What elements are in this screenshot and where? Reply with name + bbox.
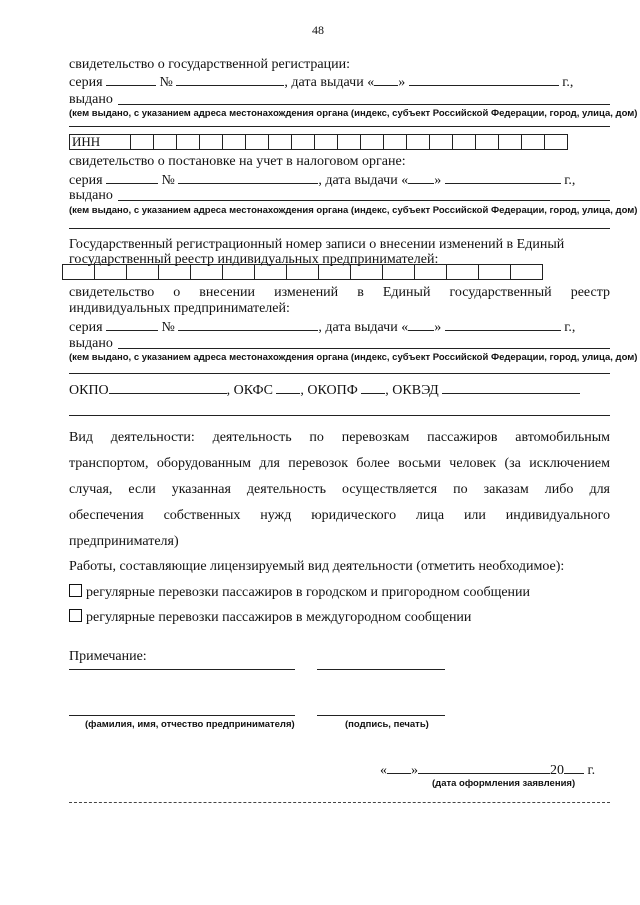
series-label: серия (69, 173, 103, 188)
date-hint: (дата оформления заявления) (432, 778, 576, 789)
inn-label: ИНН (70, 135, 131, 149)
name-field[interactable] (69, 715, 295, 716)
date-month-field[interactable] (418, 761, 550, 774)
name-hint: (фамилия, имя, отчество предпринимателя) (85, 719, 295, 730)
issue-date-label: , дата выдачи « (284, 75, 375, 90)
egrip-cell[interactable] (447, 265, 479, 279)
quote-close: » (434, 173, 442, 188)
activity-line-1: Вид деятельности: деятельность по перевозкам пассажиров автомобильным (69, 430, 610, 445)
okfs-field[interactable] (276, 381, 300, 394)
issue-date-label: , дата выдачи « (318, 320, 409, 335)
issued-by-hint: (кем выдано, с указанием адреса местонахождения органа (индекс, субъект Российской Федерации, город, улица, дом) (69, 205, 638, 216)
tax-reg-title: свидетельство о постановке на учет в налоговом органе: (69, 154, 406, 169)
inn-cell[interactable] (453, 135, 476, 149)
inn-cell[interactable] (545, 135, 567, 149)
egrip-cell[interactable] (63, 265, 95, 279)
issued-by-hint: (кем выдано, с указанием адреса местонахождения органа (индекс, субъект Российской Федерации, город, улица, дом) (69, 352, 638, 363)
activity-line-5: предпринимателя) (69, 534, 179, 549)
address-line[interactable] (69, 126, 610, 127)
application-date-row (380, 761, 595, 779)
activity-line-2: транспортом, оборудованным для перевозок более восьми человек (за исключением (69, 456, 610, 471)
day-field[interactable] (408, 318, 434, 331)
day-field[interactable] (408, 171, 434, 184)
quote-close: » (398, 75, 406, 90)
year-label: г., (562, 75, 574, 90)
quote-close: » (434, 320, 442, 335)
issued-by-hint: (кем выдано, с указанием адреса местонахождения органа (индекс, субъект Российской Федерации, город, улица, дом) (69, 108, 638, 119)
activity-line-3: случая, если указанная деятельность осуществляется по заказам либо для (69, 482, 610, 497)
date-year-field[interactable] (564, 761, 584, 774)
year-label: г., (564, 173, 576, 188)
date-open: « (380, 763, 387, 778)
signature-field[interactable] (317, 715, 445, 716)
inn-cell[interactable] (407, 135, 430, 149)
address-line[interactable] (69, 373, 610, 374)
note-field-1[interactable] (69, 669, 295, 670)
number-label: № (161, 320, 175, 335)
note-field-2[interactable] (317, 669, 445, 670)
inn-cell[interactable] (131, 135, 154, 149)
egrip-cell[interactable] (319, 265, 351, 279)
works-option-1[interactable] (69, 584, 530, 601)
egrip-cell[interactable] (223, 265, 255, 279)
egrip-cell[interactable] (351, 265, 383, 279)
issued-by-field[interactable] (118, 348, 610, 349)
egrip-title-1: Государственный регистрационный номер записи о внесении изменений в Единый (69, 237, 565, 252)
egrip-cell[interactable] (159, 265, 191, 279)
okopf-label: , ОКОПФ (300, 383, 358, 398)
number-field[interactable] (176, 73, 284, 86)
date-year-label: г. (587, 763, 596, 778)
egrip-title-2: государственный реестр индивидуальных предпринимателей: (69, 252, 439, 267)
option-1-checkbox[interactable] (69, 584, 82, 597)
option-2-checkbox[interactable] (69, 609, 82, 622)
changes-title-1: свидетельство о внесении изменений в Единый государственный реестр (69, 285, 610, 300)
issue-date-label: , дата выдачи « (318, 173, 409, 188)
number-field[interactable] (178, 318, 318, 331)
works-title: Работы, составляющие лицензируемый вид деятельности (отметить необходимое): (69, 559, 565, 574)
okopf-field[interactable] (361, 381, 385, 394)
issued-by-field[interactable] (118, 200, 610, 201)
month-year-field[interactable] (445, 318, 561, 331)
state-reg-series-row (69, 73, 573, 91)
inn-cell[interactable] (292, 135, 315, 149)
issued-by-label: выдано (69, 92, 113, 107)
issued-by-field[interactable] (118, 104, 610, 105)
option-1-label: регулярные перевозки пассажиров в городском и пригородном сообщении (86, 585, 531, 600)
egrip-cell[interactable] (383, 265, 415, 279)
inn-cell[interactable] (361, 135, 384, 149)
series-field[interactable] (106, 318, 158, 331)
number-label: № (159, 75, 173, 90)
activity-line-4: обеспечения собственных нужд юридического лица или индивидуального (69, 508, 610, 523)
inn-cell[interactable] (315, 135, 338, 149)
okpo-field[interactable] (109, 381, 227, 394)
inn-cell[interactable] (200, 135, 223, 149)
note-label: Примечание: (69, 649, 147, 664)
inn-cell[interactable] (223, 135, 246, 149)
inn-cell[interactable] (177, 135, 200, 149)
option-2-label: регулярные перевозки пассажиров в междугородном сообщении (86, 610, 472, 625)
date-century: 20 (550, 763, 564, 778)
day-field[interactable] (374, 73, 398, 86)
egrip-cell[interactable] (415, 265, 447, 279)
bottom-separator (69, 802, 610, 803)
issued-by-label: выдано (69, 188, 113, 203)
number-field[interactable] (178, 171, 318, 184)
inn-cell[interactable] (476, 135, 499, 149)
series-label: серия (69, 320, 103, 335)
egrip-cell[interactable] (287, 265, 319, 279)
egrip-cell[interactable] (95, 265, 127, 279)
egrip-cells[interactable] (62, 264, 543, 280)
egrip-cell[interactable] (127, 265, 159, 279)
egrip-cell[interactable] (511, 265, 542, 279)
codes-extra-line[interactable] (69, 415, 610, 416)
series-label: серия (69, 75, 103, 90)
date-day-field[interactable] (387, 761, 411, 774)
inn-cell[interactable] (499, 135, 522, 149)
egrip-cell[interactable] (191, 265, 223, 279)
series-field[interactable] (106, 171, 158, 184)
codes-row (69, 381, 580, 399)
okved-field[interactable] (442, 381, 580, 394)
year-label: г., (564, 320, 576, 335)
issued-by-label: выдано (69, 336, 113, 351)
inn-cells[interactable] (69, 134, 568, 150)
changes-title-2: индивидуальных предпринимателей: (69, 301, 290, 316)
inn-cell[interactable] (338, 135, 361, 149)
series-field[interactable] (106, 73, 156, 86)
page-number: 48 (312, 23, 324, 37)
month-year-field[interactable] (445, 171, 561, 184)
inn-cell[interactable] (269, 135, 292, 149)
okfs-label: , ОКФС (226, 383, 273, 398)
okved-label: , ОКВЭД (385, 383, 439, 398)
egrip-cell[interactable] (255, 265, 287, 279)
number-label: № (161, 173, 175, 188)
inn-cell[interactable] (384, 135, 407, 149)
egrip-cell[interactable] (479, 265, 511, 279)
works-option-2[interactable] (69, 609, 471, 626)
inn-cell[interactable] (430, 135, 453, 149)
state-reg-title: свидетельство о государственной регистрации: (69, 57, 351, 72)
signature-hint: (подпись, печать) (345, 719, 429, 730)
inn-cell[interactable] (522, 135, 545, 149)
tax-reg-series-row (69, 171, 575, 189)
changes-series-row (69, 318, 575, 336)
inn-cell[interactable] (154, 135, 177, 149)
date-close: » (411, 763, 418, 778)
okpo-label: ОКПО (69, 383, 109, 398)
month-year-field[interactable] (409, 73, 559, 86)
inn-cell[interactable] (246, 135, 269, 149)
address-line[interactable] (69, 228, 610, 229)
